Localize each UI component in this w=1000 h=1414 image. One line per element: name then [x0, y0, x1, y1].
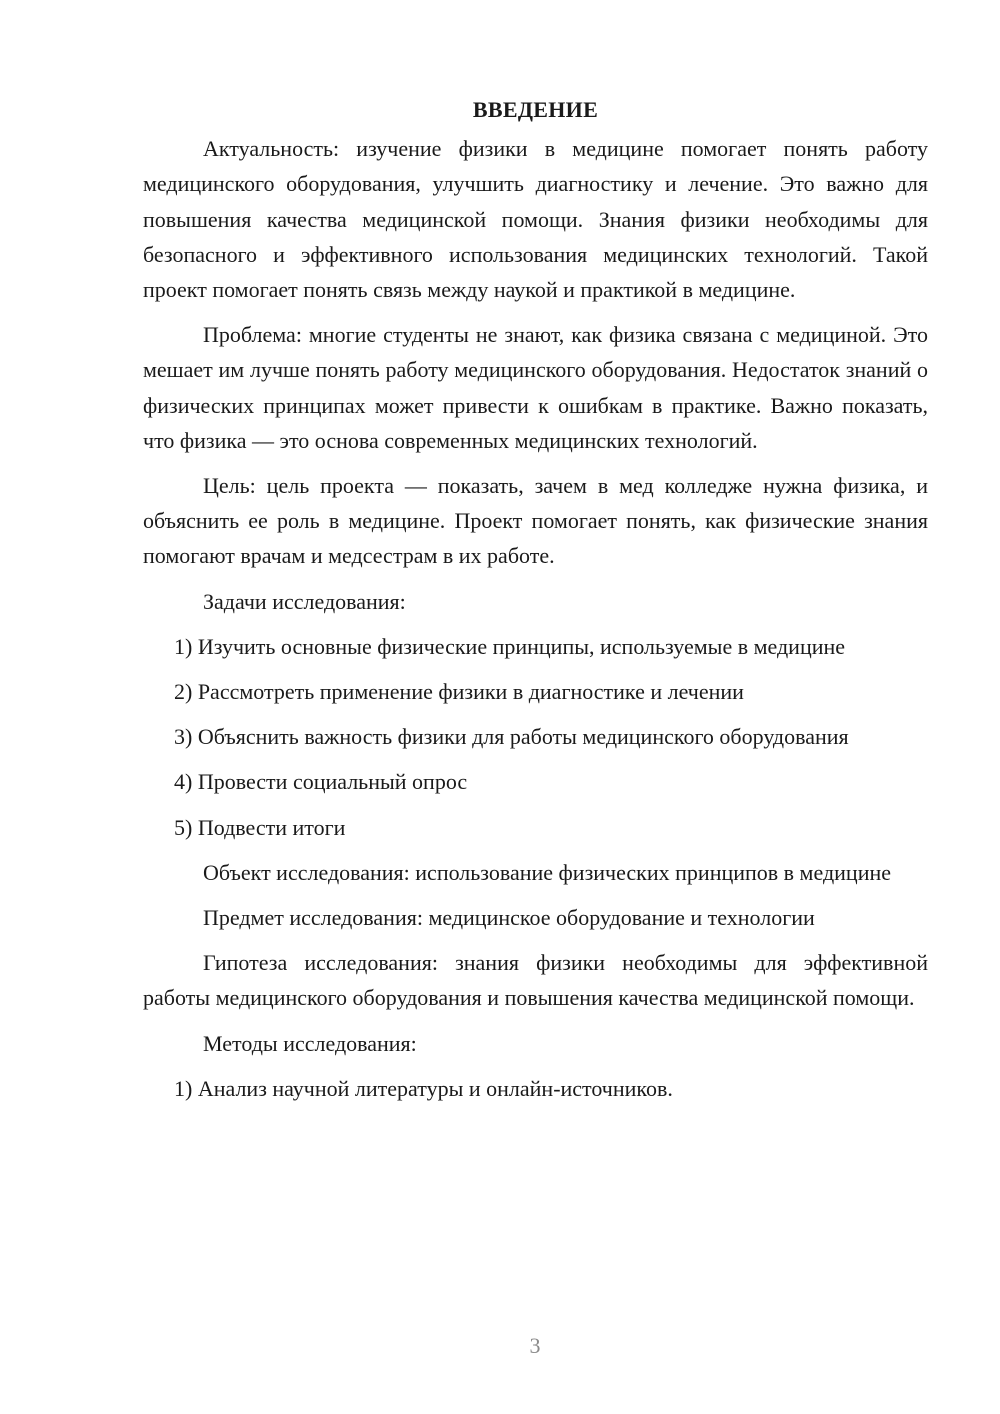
methods-heading: Методы исследования:	[203, 1030, 417, 1056]
task-item-4: 4) Провести социальный опрос	[174, 769, 468, 795]
page-number: 3	[529, 1333, 541, 1358]
method-item-1: 1) Анализ научной литературы и онлайн-источников.	[174, 1075, 673, 1101]
paragraph-problem: Проблема: многие студенты не знают, как физика связана с медициной. Это мешает им лучше понять работу медицинского оборудования. Недостаток знаний о физических принципах может привести к ошибкам в практике. Важно показать, что физика — это основа современных медицинских технологий.	[143, 322, 928, 453]
paragraph-hypothesis: Гипотеза исследования: знания физики необходимы для эффективной работы медицинского оборудования и повышения качества медицинской помощи.	[143, 950, 928, 1011]
task-item-1: 1) Изучить основные физические принципы, используемые в медицине	[174, 633, 846, 659]
section-title: ВВЕДЕНИЕ	[472, 97, 599, 122]
tasks-heading: Задачи исследования:	[203, 588, 406, 614]
paragraph-goal: Цель: цель проекта — показать, зачем в мед колледже нужна физика, и объяснить ее роль в медицине. Проект помогает понять, как физические знания помогают врачам и медсестрам в их работе.	[143, 473, 928, 569]
document-page	[143, 92, 928, 1116]
task-item-5: 5) Подвести итоги	[174, 814, 346, 840]
task-item-2: 2) Рассмотреть применение физики в диагностике и лечении	[174, 679, 744, 705]
paragraph-subject: Предмет исследования: медицинское оборудование и технологии	[203, 905, 815, 931]
task-item-3: 3) Объяснить важность физики для работы медицинского оборудования	[174, 724, 849, 750]
paragraph-object: Объект исследования: использование физических принципов в медицине	[203, 859, 892, 885]
paragraph-relevance: Актуальность: изучение физики в медицине помогает понять работу медицинского оборудования, улучшить диагностику и лечение. Это важно для повышения качества медицинской помощи. Знания физики необходимы для безопасного и эффективного использования медицинских технологий. Такой проект помогает понять связь между наукой и практикой в медицине.	[143, 136, 928, 303]
